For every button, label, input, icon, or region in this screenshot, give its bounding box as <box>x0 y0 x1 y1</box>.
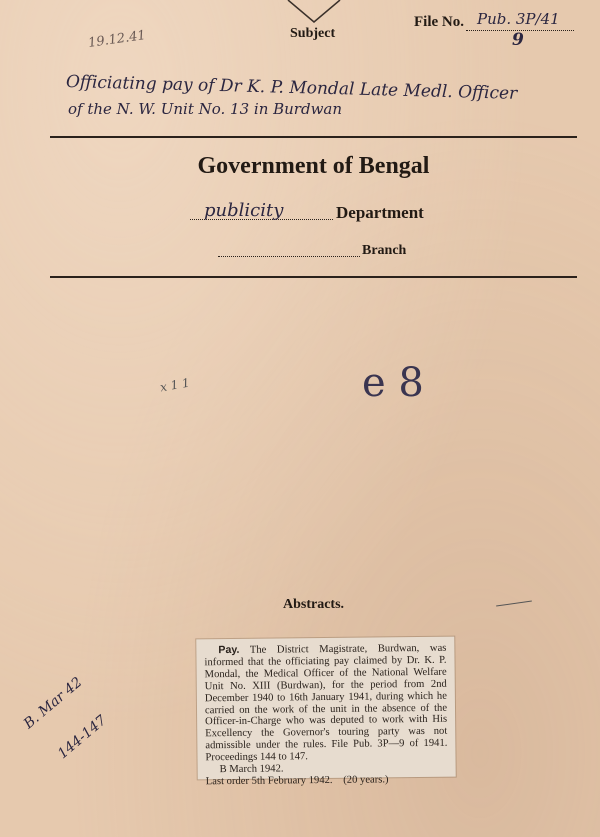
abstracts-heading: Abstracts. <box>283 597 345 612</box>
clipping-date-line: B March 1942. <box>219 763 284 776</box>
subject-line-1: Officiating pay of Dr K. P. Mondal Late Medl. Officer <box>65 72 518 104</box>
branch-label: Branch <box>362 243 407 258</box>
clipping-years: (20 years.) <box>343 774 389 786</box>
bottom-rule <box>50 276 577 278</box>
pencil-stroke <box>496 600 532 606</box>
department-label: Department <box>336 203 424 222</box>
margin-note-1: B. Mar 42 <box>20 674 86 733</box>
subject-label: Subject <box>290 26 336 41</box>
corner-date-note: 19.12.41 <box>87 28 147 51</box>
file-no-sub: 9 <box>512 30 524 50</box>
clipping-body: The District Magistrate, Burdwan, was informed that the officiating pay claimed by Dr. K. P. Mondal, the Medical Officer of the National Welfare Unit No. XIII (Burdwan), for the period from 2nd December 1940 to 16th January 1941, during which he carried on the work of the unit in the absence of the Officer-in-Charge who was deputed to work with His Excellency the Governor's touring party was not admissible under the rules. File Pub. 3P—9 of 1941. Proceedings 144 to 147. <box>204 642 448 764</box>
fold-mark-icon <box>282 0 352 26</box>
file-no-label: File No. <box>414 14 464 30</box>
margin-note-2: 144-147 <box>54 712 110 763</box>
department-value: publicity <box>204 200 284 221</box>
branch-dotted-line <box>218 256 360 257</box>
subject-line-2: of the N. W. Unit No. 13 in Burdwan <box>68 100 343 118</box>
abstract-clipping <box>196 637 455 788</box>
pencil-number: e 8 <box>362 360 424 406</box>
clipping-last-order: Last order 5th February 1942. (20 years.) <box>205 774 389 788</box>
clipping-lead: Pay. <box>218 643 240 657</box>
top-rule <box>50 136 577 138</box>
government-title: Government of Bengal <box>197 153 430 179</box>
file-no-value: Pub. 3P/41 <box>477 10 560 28</box>
pencil-mark-small: x 1 1 <box>159 375 191 395</box>
